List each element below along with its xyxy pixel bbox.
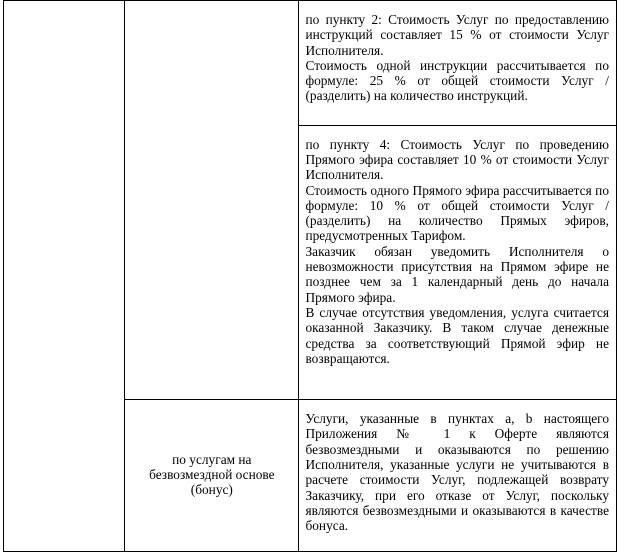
table-cell-blank-middle [125, 1, 299, 400]
bonus-label: по услугам на безвозмездной основе (бонус) [149, 451, 275, 498]
live-formula-paragraph: Стоимость одного Прямого эфира рассчитывается по формуле: 10 % от общей стоимости Услуг / (разделить) на количество Прямых эфиров, предусмотренных Тарифом. [305, 182, 609, 244]
table-cell-bonus-terms [299, 400, 617, 552]
live-no-refund-paragraph: В случае отсутствия уведомления, услуга считается оказанной Заказчику. В таком случае денежные средства за соответствующий Прямой эфир не возвращаются. [305, 304, 609, 366]
instructions-price-paragraph: по пункту 2: Стоимость Услуг по предоставлению инструкций составляет 15 % от стоимости Услуг Исполнителя. [305, 12, 609, 58]
pricing-table [3, 0, 617, 552]
instructions-formula-paragraph: Стоимость одной инструкции рассчитывается по формуле: 25 % от общей стоимости Услуг / (разделить) на количество инструкций. [305, 57, 609, 104]
table-row-instructions [4, 1, 617, 126]
table-cell-instructions-terms [299, 1, 617, 126]
live-notification-paragraph: Заказчик обязан уведомить Исполнителя о невозможности присутствия на Прямом эфире не позднее чем за 1 календарный день до начала Прямого эфира. [305, 243, 609, 305]
bonus-terms-paragraph: Услуги, указанные в пунктах a, b настоящего Приложения № 1 к Оферте являются безвозмездными и оказываются по решению Исполнителя, указанные услуги не учитываются в расчете стоимости Услуг, подлежащей возврату Заказчику, при его отказе от Услуг, поскольку являются безвозмездными и оказываются в качестве бонуса. [305, 411, 609, 534]
bonus-label-cell [125, 400, 299, 552]
table-cell-live-broadcast-terms [299, 125, 617, 399]
table-cell-blank-left [4, 1, 125, 552]
live-price-paragraph: по пункту 4: Стоимость Услуг по проведению Прямого эфира составляет 10 % от стоимости Услуг Исполнителя. [305, 136, 609, 183]
